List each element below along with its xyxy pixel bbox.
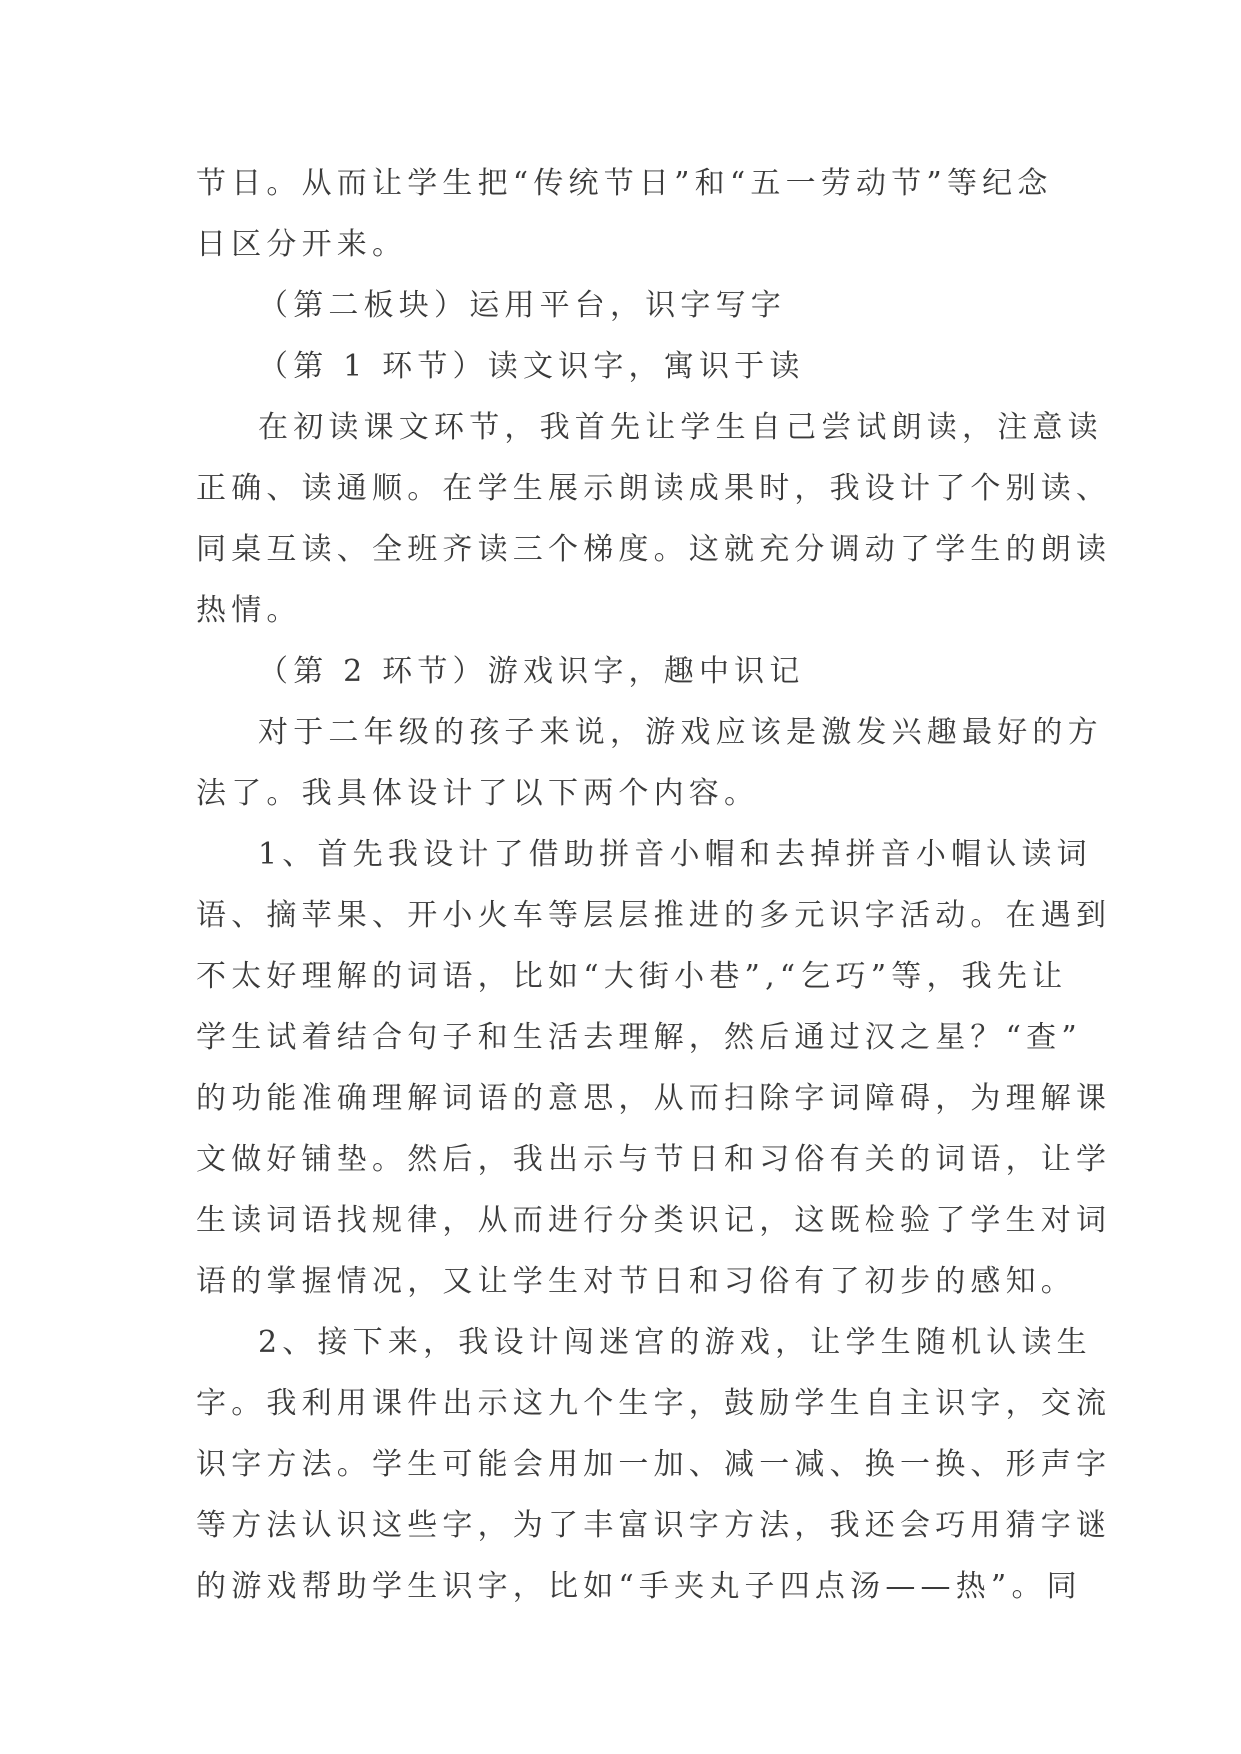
text-line: 语的掌握情况，又让学生对节日和习俗有了初步的感知。 xyxy=(196,1264,1076,1299)
text-line: 日区分开来。 xyxy=(196,227,408,262)
subsection-heading: （第 1 环节）读文识字，寓识于读 xyxy=(258,349,805,384)
text-line: 法了。我具体设计了以下两个内容。 xyxy=(196,776,760,811)
text-line: 对于二年级的孩子来说，游戏应该是激发兴趣最好的方 xyxy=(258,715,1103,750)
text-line: 1、首先我设计了借助拼音小帽和去掉拼音小帽认读词 xyxy=(258,837,1092,872)
text-line: 生读词语找规律，从而进行分类识记，这既检验了学生对词 xyxy=(196,1203,1112,1238)
text-line: 文做好铺垫。然后，我出示与节日和习俗有关的词语，让学 xyxy=(196,1142,1112,1177)
text-line: 不太好理解的词语，比如“大街小巷”,“乞巧”等，我先让 xyxy=(196,959,1068,994)
text-line: 正确、读通顺。在学生展示朗读成果时，我设计了个别读、 xyxy=(196,471,1112,506)
body-text xyxy=(196,153,1112,1617)
section-heading: （第二板块）运用平台，识字写字 xyxy=(258,288,786,323)
text-line: 语、摘苹果、开小火车等层层推进的多元识字活动。在遇到 xyxy=(196,898,1112,933)
text-line: 在初读课文环节，我首先让学生自己尝试朗读，注意读 xyxy=(258,410,1103,445)
text-line: 识字方法。学生可能会用加一加、减一减、换一换、形声字 xyxy=(196,1447,1112,1482)
text-line: 学生试着结合句子和生活去理解，然后通过汉之星？“查” xyxy=(196,1020,1082,1055)
text-line: 的游戏帮助学生识字，比如“手夹丸子四点汤——热”。同 xyxy=(196,1569,1082,1604)
text-line: 2、接下来，我设计闯迷宫的游戏，让学生随机认读生 xyxy=(258,1325,1092,1360)
text-line: 同桌互读、全班齐读三个梯度。这就充分调动了学生的朗读 xyxy=(196,532,1112,567)
text-line: 热情。 xyxy=(196,593,302,628)
text-line: 节日。从而让学生把“传统节日”和“五一劳动节”等纪念 xyxy=(196,166,1053,201)
text-line: 等方法认识这些字，为了丰富识字方法，我还会巧用猜字谜 xyxy=(196,1508,1112,1543)
subsection-heading: （第 2 环节）游戏识字，趣中识记 xyxy=(258,654,805,689)
text-line: 的功能准确理解词语的意思，从而扫除字词障碍，为理解课 xyxy=(196,1081,1112,1116)
text-line: 字。我利用课件出示这九个生字，鼓励学生自主识字，交流 xyxy=(196,1386,1112,1421)
